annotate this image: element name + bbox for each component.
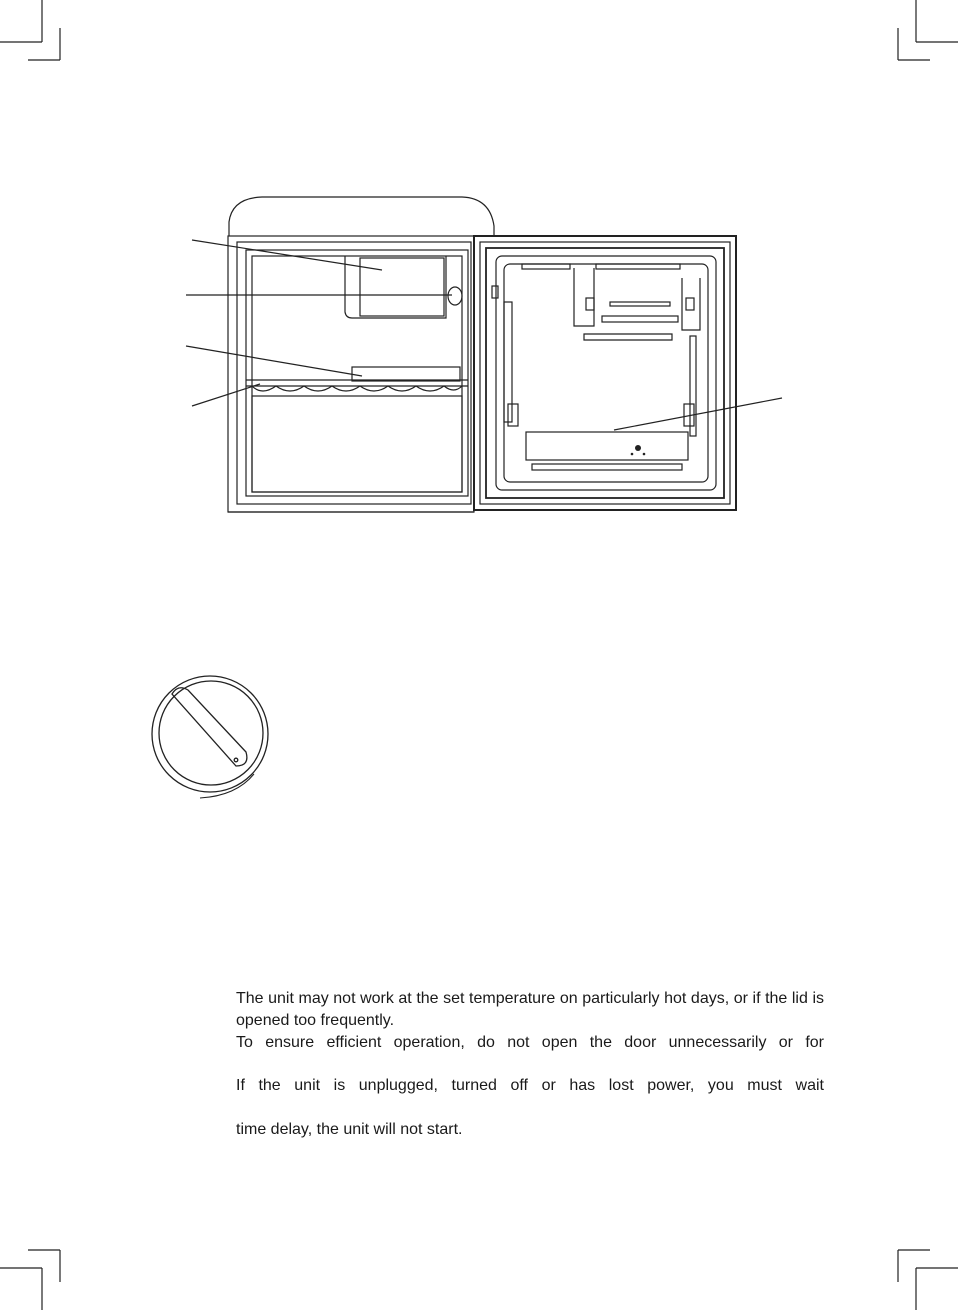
dial-handle: [172, 688, 247, 766]
note-power-loss: If the unit is unplugged, turned off or has lost power, you must wait: [236, 1077, 824, 1094]
note-time-delay: time delay, the unit will not start.: [236, 1121, 463, 1138]
note-efficient-operation: To ensure efficient operation, do not open the door unnecessarily or for: [236, 1034, 824, 1051]
note-hot-days: The unit may not work at the set temperature on particularly hot days, or if the lid is opened too frequently.: [236, 990, 824, 1029]
dial-outer-ring: [152, 676, 268, 792]
dial-scale-arc: [200, 774, 254, 798]
dial-indicator-dot: [234, 758, 238, 762]
